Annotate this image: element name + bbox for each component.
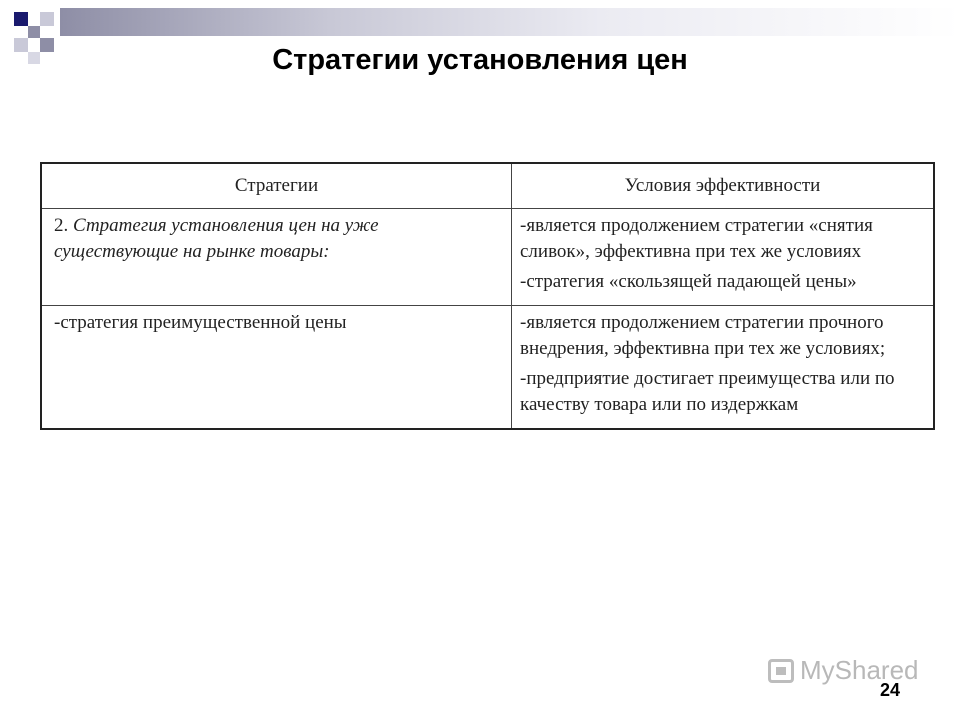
- strategy-cell: [41, 209, 512, 306]
- presentation-icon: [768, 659, 794, 683]
- strategy-text: -стратегия преимущественной цены: [54, 312, 347, 333]
- table-row: [41, 209, 934, 306]
- condition-item: -является продолжением стратегии прочного внедрения, эффективна при тех же условиях;: [520, 312, 886, 359]
- page-number: 24: [880, 680, 901, 700]
- conditions-cell: [512, 209, 935, 306]
- header-gradient-band: [60, 8, 960, 36]
- condition-item: -является продолжением стратегии «снятия сливок», эффективна при тех же условиях: [520, 215, 873, 262]
- table-header-row: [41, 163, 934, 209]
- table-row: [41, 306, 934, 430]
- watermark-text: MyShared: [800, 655, 919, 685]
- strategy-number: 2.: [54, 215, 73, 236]
- condition-item: -предприятие достигает преимущества или по качеству товара или по издержкам: [520, 368, 895, 415]
- conditions-cell: [512, 306, 935, 430]
- header-strategies: Стратегии: [41, 163, 512, 209]
- strategy-cell: [41, 306, 512, 430]
- condition-item: -стратегия «скользящей падающей цены»: [520, 271, 857, 292]
- header-conditions: Условия эффективности: [512, 163, 935, 209]
- strategy-text: Стратегия установления цен на уже существующие на рынке товары:: [54, 215, 379, 262]
- slide-title: Стратегии установления цен: [272, 44, 688, 76]
- strategies-table: [40, 162, 935, 430]
